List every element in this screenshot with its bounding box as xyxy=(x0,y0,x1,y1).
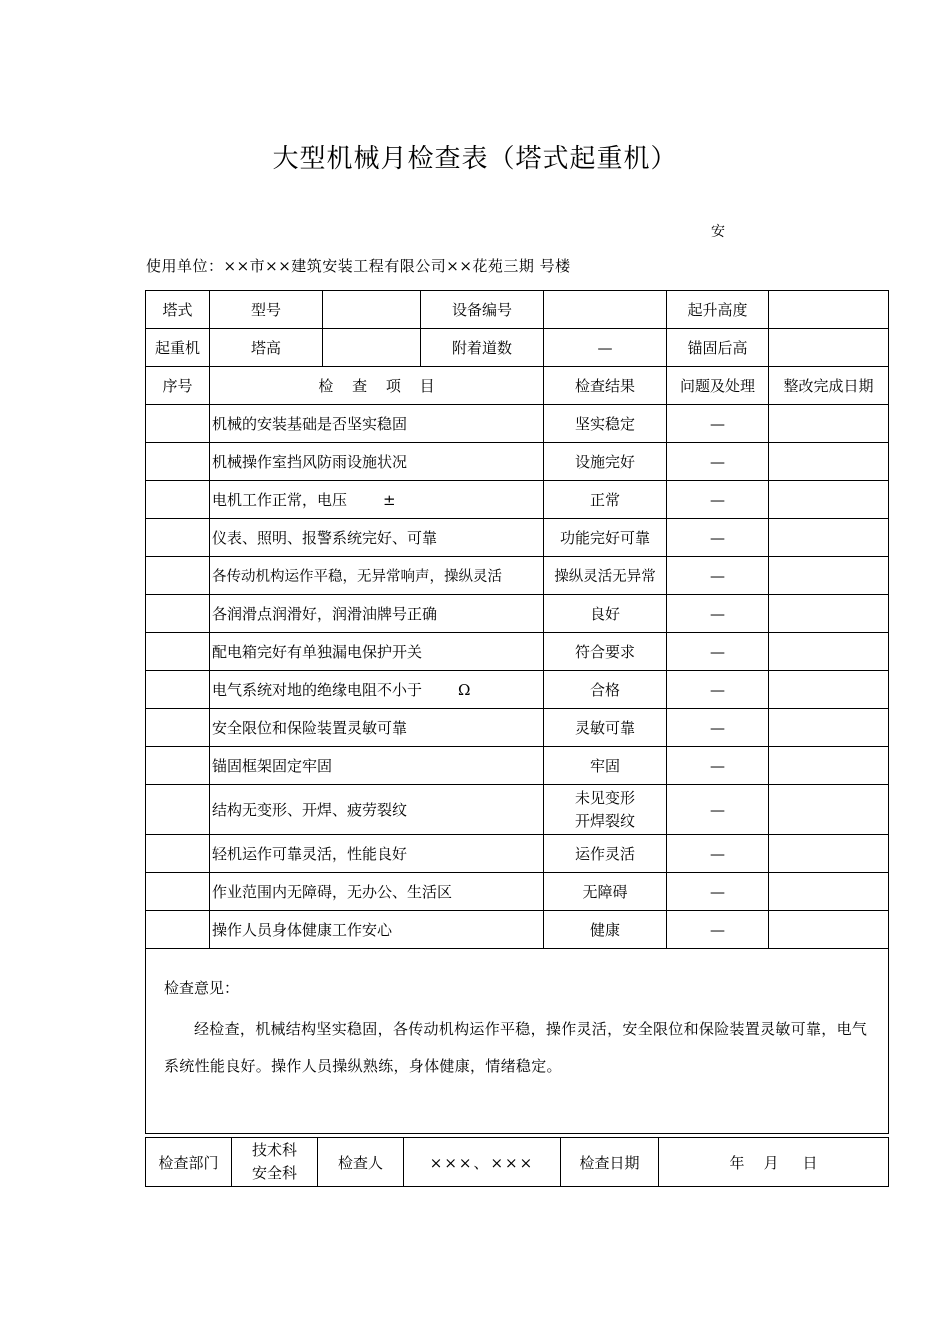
page-title: 大型机械月检查表（塔式起重机） xyxy=(272,144,678,174)
machine-type-line2: 起重机 xyxy=(146,329,210,367)
row-result[interactable] xyxy=(544,785,667,835)
row-problem[interactable]: — xyxy=(667,595,769,633)
row-problem[interactable]: — xyxy=(667,519,769,557)
row-item xyxy=(210,481,544,519)
attach-value[interactable]: — xyxy=(544,329,667,367)
table-row xyxy=(146,633,889,671)
table-row xyxy=(146,873,889,911)
table-row xyxy=(146,443,889,481)
row-item: 锚固框架固定牢固 xyxy=(210,747,544,785)
row-item-text: 电机工作正常，电压 xyxy=(212,491,348,509)
row-result[interactable]: 牢固 xyxy=(544,747,667,785)
row-item: 各润滑点润滑好，润滑油牌号正确 xyxy=(210,595,544,633)
machine-type-line1: 塔式 xyxy=(146,291,210,329)
col-header-date: 整改完成日期 xyxy=(769,367,889,405)
row-item-text: 电气系统对地的绝缘电阻不小于 xyxy=(212,681,423,699)
table-row xyxy=(146,405,889,443)
table-row xyxy=(146,671,889,709)
row-result[interactable]: 坚实稳定 xyxy=(544,405,667,443)
row-item: 操作人员身体健康工作安心 xyxy=(210,911,544,949)
row-result[interactable]: 功能完好可靠 xyxy=(544,519,667,557)
row-problem[interactable]: — xyxy=(667,557,769,595)
signature-table xyxy=(145,1137,889,1187)
row-no xyxy=(146,481,210,519)
row-problem[interactable]: — xyxy=(667,873,769,911)
row-date[interactable] xyxy=(769,557,889,595)
row-item: 安全限位和保险装置灵敏可靠 xyxy=(210,709,544,747)
row-item: 仪表、照明、报警系统完好、可靠 xyxy=(210,519,544,557)
row-date[interactable] xyxy=(769,785,889,835)
row-result[interactable]: 良好 xyxy=(544,595,667,633)
col-header-no: 序号 xyxy=(146,367,210,405)
row-result[interactable]: 灵敏可靠 xyxy=(544,709,667,747)
row-item: 配电箱完好有单独漏电保护开关 xyxy=(210,633,544,671)
row-result[interactable]: 运作灵活 xyxy=(544,835,667,873)
opinion-box[interactable] xyxy=(146,949,889,1134)
unit-line: 使用单位：××市××建筑安装工程有限公司××花苑三期 号楼 xyxy=(146,257,571,275)
inspect-date-value[interactable]: 年 月 日 xyxy=(659,1138,889,1187)
row-problem[interactable]: — xyxy=(667,835,769,873)
device-no-label: 设备编号 xyxy=(421,291,544,329)
attach-label: 附着道数 xyxy=(421,329,544,367)
row-date[interactable] xyxy=(769,633,889,671)
row-item: 机械的安装基础是否坚实稳固 xyxy=(210,405,544,443)
row-problem[interactable]: — xyxy=(667,747,769,785)
row-date[interactable] xyxy=(769,443,889,481)
row-item: 结构无变形、开焊、疲劳裂纹 xyxy=(210,785,544,835)
inspector-label: 检查人 xyxy=(318,1138,404,1187)
row-no xyxy=(146,873,210,911)
lift-height-value[interactable] xyxy=(769,291,889,329)
table-row xyxy=(146,709,889,747)
row-no xyxy=(146,519,210,557)
row-problem[interactable]: — xyxy=(667,911,769,949)
row-problem[interactable]: — xyxy=(667,709,769,747)
row-no xyxy=(146,785,210,835)
row-item-symbol: ± xyxy=(383,491,396,509)
row-problem[interactable]: — xyxy=(667,785,769,835)
row-result[interactable]: 合格 xyxy=(544,671,667,709)
row-result[interactable]: 符合要求 xyxy=(544,633,667,671)
row-result[interactable]: 健康 xyxy=(544,911,667,949)
lift-height-label: 起升高度 xyxy=(667,291,769,329)
dept-value-line1: 技术科 xyxy=(251,1141,297,1159)
opinion-text: 经检查，机械结构坚实稳固，各传动机构运作平稳，操作灵活，安全限位和保险装置灵敏可靠，电气系统性能良好。操作人员操纵熟练，身体健康，情绪稳定。 xyxy=(164,1020,868,1075)
row-date[interactable] xyxy=(769,747,889,785)
col-header-item: 检 查 项 目 xyxy=(210,367,544,405)
row-date[interactable] xyxy=(769,519,889,557)
table-row xyxy=(146,835,889,873)
row-no xyxy=(146,633,210,671)
row-result[interactable]: 设施完好 xyxy=(544,443,667,481)
row-result[interactable]: 操纵灵活无异常 xyxy=(544,557,667,595)
tower-height-value[interactable] xyxy=(323,329,421,367)
table-row xyxy=(146,595,889,633)
row-no xyxy=(146,557,210,595)
row-item: 轻机运作可靠灵活，性能良好 xyxy=(210,835,544,873)
tower-height-label: 塔高 xyxy=(210,329,323,367)
table-row xyxy=(146,911,889,949)
row-no xyxy=(146,405,210,443)
row-no xyxy=(146,747,210,785)
table-row xyxy=(146,481,889,519)
device-no-value[interactable] xyxy=(544,291,667,329)
model-label: 型号 xyxy=(210,291,323,329)
anchor-height-label: 锚固后高 xyxy=(667,329,769,367)
row-item: 各传动机构运作平稳，无异常响声，操纵灵活 xyxy=(210,557,544,595)
row-item: 机械操作室挡风防雨设施状况 xyxy=(210,443,544,481)
row-no xyxy=(146,595,210,633)
row-date[interactable] xyxy=(769,405,889,443)
inspect-date-label: 检查日期 xyxy=(561,1138,659,1187)
model-value[interactable] xyxy=(323,291,421,329)
row-no xyxy=(146,835,210,873)
row-no xyxy=(146,443,210,481)
row-result-line1: 未见变形 xyxy=(574,788,635,807)
inspector-value[interactable]: ×××、××× xyxy=(404,1138,561,1187)
row-problem[interactable]: — xyxy=(667,405,769,443)
row-result-line2: 开焊裂纹 xyxy=(574,811,635,830)
corner-mark: 安 xyxy=(711,224,725,240)
row-problem[interactable]: — xyxy=(667,443,769,481)
dept-value-line2: 安全科 xyxy=(251,1164,297,1182)
table-row xyxy=(146,557,889,595)
table-row xyxy=(146,785,889,835)
row-problem[interactable]: — xyxy=(667,671,769,709)
row-item xyxy=(210,671,544,709)
row-date[interactable] xyxy=(769,481,889,519)
row-date[interactable] xyxy=(769,709,889,747)
table-row xyxy=(146,519,889,557)
row-result[interactable]: 无障碍 xyxy=(544,873,667,911)
row-no xyxy=(146,709,210,747)
row-date[interactable] xyxy=(769,595,889,633)
row-date[interactable] xyxy=(769,671,889,709)
row-problem[interactable]: — xyxy=(667,481,769,519)
ohm-symbol: Ω xyxy=(458,681,471,699)
row-date[interactable] xyxy=(769,873,889,911)
col-header-result: 检查结果 xyxy=(544,367,667,405)
row-no xyxy=(146,671,210,709)
opinion-label: 检查意见： xyxy=(164,979,240,997)
row-no xyxy=(146,911,210,949)
anchor-height-value[interactable] xyxy=(769,329,889,367)
dept-label: 检查部门 xyxy=(146,1138,232,1187)
row-problem[interactable]: — xyxy=(667,633,769,671)
table-row xyxy=(146,747,889,785)
row-result[interactable]: 正常 xyxy=(544,481,667,519)
row-item: 作业范围内无障碍，无办公、生活区 xyxy=(210,873,544,911)
row-date[interactable] xyxy=(769,835,889,873)
col-header-problem: 问题及处理 xyxy=(667,367,769,405)
inspection-table xyxy=(145,290,889,1134)
dept-value[interactable] xyxy=(232,1138,318,1187)
row-date[interactable] xyxy=(769,911,889,949)
